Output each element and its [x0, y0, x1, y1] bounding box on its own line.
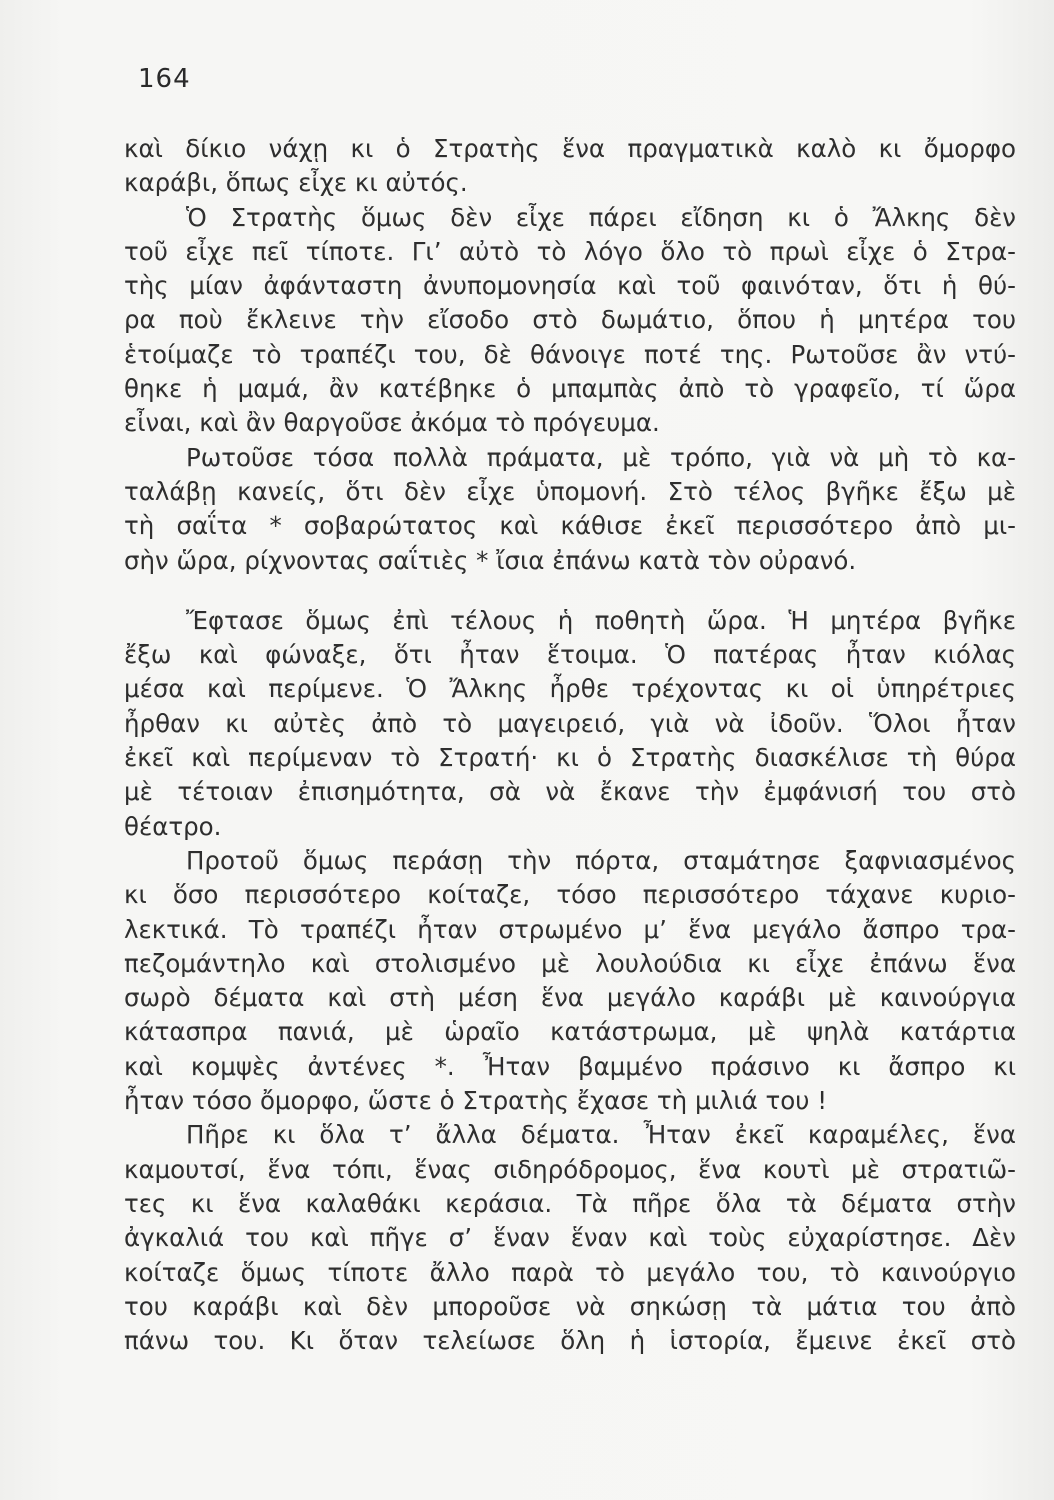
text-line: κι ὅσο περισσότερο κοίταζε, τόσο περισσότερο τάχανε κυριο- [124, 880, 1016, 910]
text-line: πάνω του. Κι ὅταν τελείωσε ὅλη ἡ ἱστορία, ἔμεινε ἐκεῖ στὸ [124, 1326, 1016, 1356]
text-line: μέσα καὶ περίμενε. Ὁ Ἄλκης ἦρθε τρέχοντας κι οἱ ὑπηρέτριες [124, 674, 1016, 704]
paragraph [124, 844, 1016, 1118]
text-line: θηκε ἡ μαμά, ἂν κατέβηκε ὁ μπαμπὰς ἀπὸ τὸ γραφεῖο, τί ὥρα [124, 374, 1016, 404]
text-line: ἑτοίμαζε τὸ τραπέζι του, δὲ θάνοιγε ποτέ της. Ρωτοῦσε ἂν ντύ- [124, 339, 1016, 369]
text-line: τὴς μίαν ἀφάνταστη ἀνυπομονησία καὶ τοῦ φαινόταν, ὅτι ἡ θύ- [124, 271, 1016, 301]
text-line: εἶναι, καὶ ἂν θαργοῦσε ἀκόμα τὸ πρόγευμα. [124, 408, 660, 438]
text-line: ἦρθαν κι αὐτὲς ἀπὸ τὸ μαγειρειό, γιὰ νὰ ἰδοῦν. Ὅλοι ἦταν [124, 708, 1016, 738]
text-line: Προτοῦ ὅμως περάσῃ τὴν πόρτα, σταμάτησε ξαφνιασμένος [186, 845, 1016, 875]
body-text [124, 132, 1016, 1358]
text-line: σωρὸ δέματα καὶ στὴ μέση ἕνα μεγάλο καράβι μὲ καινούργια [124, 983, 1016, 1013]
paragraph [124, 441, 1016, 578]
text-line: ταλάβῃ κανείς, ὅτι δὲν εἶχε ὑπομονή. Στὸ τέλος βγῆκε ἔξω μὲ [124, 476, 1016, 506]
paragraph [124, 132, 1016, 201]
text-line: θέατρο. [124, 811, 222, 841]
text-line: τες κι ἕνα καλαθάκι κεράσια. Τὰ πῆρε ὅλα τὰ δέματα στὴν [124, 1188, 1016, 1218]
page-number: 164 [138, 64, 191, 94]
text-line: ἀγκαλιά του καὶ πῆγε σ’ ἕναν ἕναν καὶ τοὺς εὐχαρίστησε. Δὲν [124, 1223, 1016, 1253]
paragraph-gap [124, 578, 1016, 604]
paragraph [124, 1118, 1016, 1358]
text-line: τὴ σαΐτα * σοβαρώτατος καὶ κάθισε ἐκεῖ περισσότερο ἀπὸ μι- [124, 511, 1016, 541]
paragraph [124, 604, 1016, 844]
text-line: του καράβι καὶ δὲν μποροῦσε νὰ σηκώσῃ τὰ μάτια του ἀπὸ [124, 1291, 1016, 1321]
text-line: ἔξω καὶ φώναξε, ὅτι ἦταν ἕτοιμα. Ὁ πατέρας ἦταν κιόλας [124, 640, 1016, 670]
text-line: καμουτσί, ἕνα τόπι, ἕνας σιδηρόδρομος, ἕνα κουτὶ μὲ στρατιῶ- [124, 1154, 1016, 1184]
text-line: λεκτικά. Τὸ τραπέζι ἦταν στρωμένο μ’ ἕνα μεγάλο ἄσπρο τρα- [124, 914, 1016, 944]
text-line: Πῆρε κι ὅλα τ’ ἄλλα δέματα. Ἦταν ἐκεῖ καραμέλες, ἕνα [186, 1120, 1016, 1150]
text-line: καὶ κομψὲς ἀντένες *. Ἦταν βαμμένο πράσινο κι ἄσπρο κι [124, 1051, 1016, 1081]
text-line: ἦταν τόσο ὄμορφο, ὥστε ὁ Στρατὴς ἔχασε τὴ μιλιά του ! [124, 1086, 828, 1116]
text-line: Ὁ Στρατὴς ὅμως δὲν εἶχε πάρει εἴδηση κι ὁ Ἄλκης δὲν [186, 202, 1016, 232]
text-line: ρα ποὺ ἔκλεινε τὴν εἴσοδο στὸ δωμάτιο, ὅπου ἡ μητέρα του [124, 305, 1016, 335]
text-line: κοίταζε ὅμως τίποτε ἄλλο παρὰ τὸ μεγάλο του, τὸ καινούργιο [124, 1257, 1016, 1287]
text-line: Ρωτοῦσε τόσα πολλὰ πράματα, μὲ τρόπο, γιὰ νὰ μὴ τὸ κα- [186, 442, 1016, 472]
paragraph [124, 201, 1016, 441]
text-line: τοῦ εἶχε πεῖ τίποτε. Γι’ αὐτὸ τὸ λόγο ὅλο τὸ πρωὶ εἶχε ὁ Στρα- [124, 236, 1016, 266]
text-line: ἐκεῖ καὶ περίμεναν τὸ Στρατή· κι ὁ Στρατὴς διασκέλισε τὴ θύρα [124, 743, 1016, 773]
text-line: κάτασπρα πανιά, μὲ ὡραῖο κατάστρωμα, μὲ ψηλὰ κατάρτια [124, 1017, 1016, 1047]
text-line: σὴν ὥρα, ρίχνοντας σαΐτιὲς * ἴσια ἐπάνω κατὰ τὸν οὐρανό. [124, 545, 857, 575]
text-line: καὶ δίκιο νάχῃ κι ὁ Στρατὴς ἕνα πραγματικὰ καλὸ κι ὄμορφο [124, 134, 1016, 163]
text-line: μὲ τέτοιαν ἐπισημότητα, σὰ νὰ ἔκανε τὴν ἐμφάνισή του στὸ [124, 777, 1016, 807]
text-line: καράβι, ὅπως εἶχε κι αὐτός. [124, 168, 468, 198]
text-line: Ἔφτασε ὅμως ἐπὶ τέλους ἡ ποθητὴ ὥρα. Ἡ μητέρα βγῆκε [186, 605, 1016, 635]
text-line: πεζομάντηλο καὶ στολισμένο μὲ λουλούδια κι εἶχε ἐπάνω ἕνα [124, 948, 1016, 978]
